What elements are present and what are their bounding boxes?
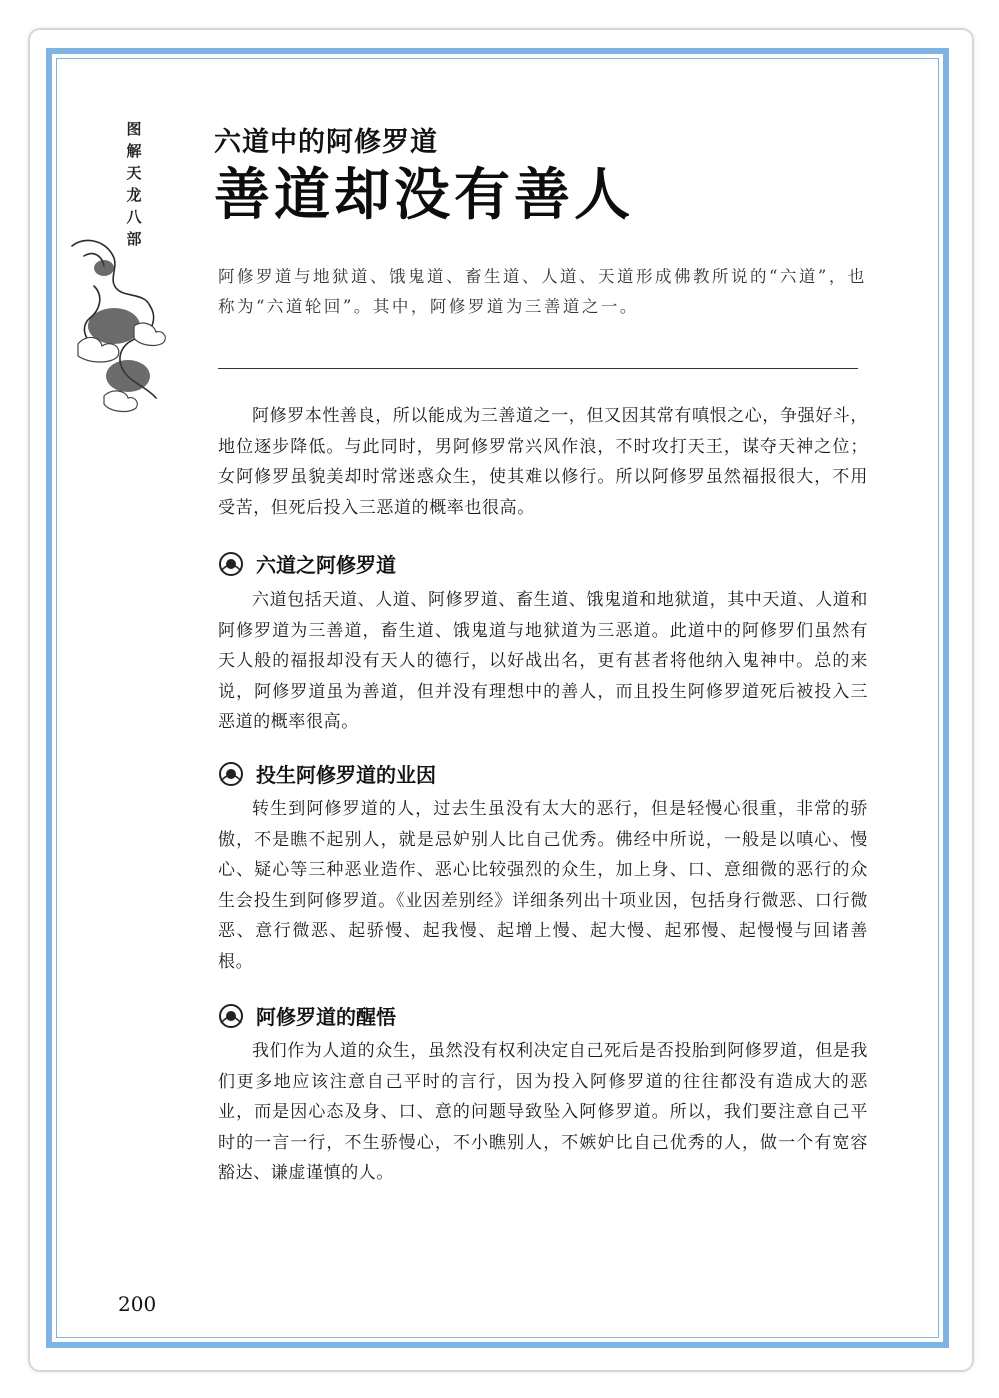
opening-paragraph: 阿修罗本性善良，所以能成为三善道之一，但又因其常有嗔恨之心，争强好斗，地位逐步降低。与此同时，男阿修罗常兴风作浪，不时攻打天王，谋夺天神之位；女阿修罗虽貌美却时常迷惑众生，使其难以修行。所以阿修罗虽然福报很大，不用受苦，但死后投入三恶道的概率也很高。	[218, 406, 868, 518]
page-number: 200	[118, 1292, 157, 1316]
section-heading-text: 投生阿修罗道的业因	[256, 763, 436, 787]
section-heading	[218, 549, 396, 578]
side-title-char: 部	[126, 230, 142, 248]
section-body: 六道包括天道、人道、阿修罗道、畜生道、饿鬼道和地狱道，其中天道、人道和阿修罗道为三善道，畜生道、饿鬼道与地狱道为三恶道。此道中的阿修罗们虽然有天人般的福报却没有天人的德行，以好战出名，更有甚者将他纳入鬼神中。总的来说，阿修罗道虽为善道，但并没有理想中的善人，而且投生阿修罗道死后被投入三恶道的概率很高。	[218, 590, 868, 732]
subtitle: 六道中的阿修罗道	[214, 127, 438, 158]
side-title-char: 天	[126, 164, 142, 182]
side-title-char: 八	[126, 208, 142, 226]
lotus-icon	[218, 761, 244, 787]
side-title-char: 解	[126, 142, 142, 160]
dragon-illustration	[64, 226, 174, 416]
section-heading-text: 阿修罗道的醒悟	[256, 1005, 396, 1029]
divider-rule	[218, 368, 858, 369]
section-body: 转生到阿修罗道的人，过去生虽没有太大的恶行，但是轻慢心很重，非常的骄傲，不是瞧不起别人，就是忌妒别人比自己优秀。佛经中所说，一般是以嗔心、慢心、疑心等三种恶业造作、恶心比较强烈的众生，加上身、口、意细微的恶行的众生会投生到阿修罗道。《业因差别经》详细条列出十项业因，包括身行微恶、口行微恶、意行微恶、起骄慢、起我慢、起增上慢、起大慢、起邪慢、起慢慢与回诸善根。	[218, 799, 868, 972]
section-heading	[218, 1001, 396, 1030]
lotus-icon	[218, 1003, 244, 1029]
lotus-icon	[218, 551, 244, 577]
section-body: 我们作为人道的众生，虽然没有权利决定自己死后是否投胎到阿修罗道，但是我们更多地应该注意自己平时的言行，因为投入阿修罗道的往往都没有造成大的恶业，而是因心态及身、口、意的问题导致坠入阿修罗道。所以，我们要注意自己平时的一言一行，不生骄慢心，不小瞧别人，不嫉妒比自己优秀的人，做一个有宽容豁达、谦虚谨慎的人。	[218, 1041, 868, 1183]
side-title-char: 龙	[126, 186, 142, 204]
main-title: 善道却没有善人	[214, 162, 634, 228]
section-heading-text: 六道之阿修罗道	[256, 553, 396, 577]
side-title-char: 图	[126, 120, 142, 138]
section-heading	[218, 759, 436, 788]
intro-text: 阿修罗道与地狱道、饿鬼道、畜生道、人道、天道形成佛教所说的“六道”，也称为“六道轮回”。其中，阿修罗道为三善道之一。	[218, 267, 867, 316]
